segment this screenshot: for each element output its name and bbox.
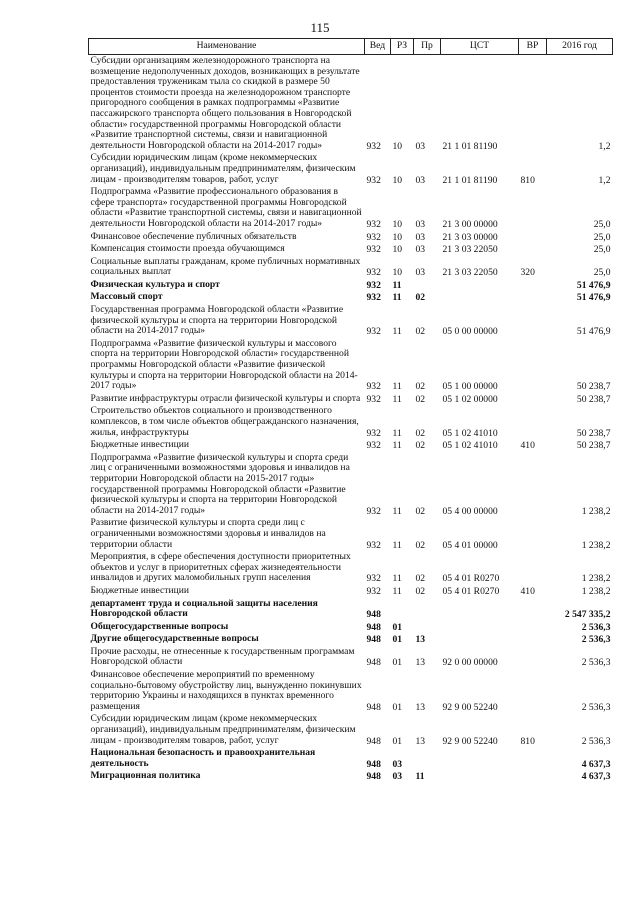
- row-amount: 51 476,9: [576, 279, 611, 291]
- row-cst: 21 3 03 22050: [442, 267, 498, 279]
- header-rz: РЗ: [391, 39, 414, 55]
- row-amount: 1,2: [598, 140, 611, 152]
- row-rz: 10: [392, 140, 403, 152]
- row-rz: [391, 598, 414, 621]
- row-cst: 05 4 00 00000: [442, 505, 498, 517]
- row-cst: 92 9 00 52240: [442, 735, 498, 747]
- row-vr: [519, 405, 547, 439]
- row-pr: 02: [415, 393, 426, 405]
- row-cst: 05 1 02 41010: [442, 440, 498, 452]
- row-name: Подпрограмма «Развитие физической культуры и массового спорта на территории Новгородской области» государственной программы Новгородской области «Развитие физической культуры и спорта на территории Новгородской области на 2014-2017 годы»: [90, 337, 358, 392]
- row-ved: 932: [366, 267, 381, 279]
- row-pr: 11: [415, 771, 425, 783]
- row-name: Подпрограмма «Развитие физической культуры и спорта среди лиц с ограниченными возможностями здоровья и инвалидов на территории Новгородской области на 2015-2017 годы» государственной программы Новгородской области «Развитие физической культуры и спорта на территории Новгородской области на 2014-2017 годы»: [90, 451, 350, 516]
- row-ved: 948: [366, 634, 381, 646]
- row-vr: [519, 304, 547, 338]
- row-ved: 932: [366, 539, 381, 551]
- row-pr: [414, 747, 441, 770]
- row-cst: [441, 747, 519, 770]
- row-name: Компенсация стоимости проезда обучающимся: [90, 243, 285, 255]
- row-vr: [519, 747, 547, 770]
- header-amount: 2016 год: [547, 39, 613, 55]
- row-cst: 05 4 01 00000: [442, 539, 498, 551]
- row-pr: 03: [415, 267, 426, 279]
- row-ved: 948: [366, 621, 381, 633]
- row-amount: 2 547 335,2: [564, 609, 611, 621]
- table-row: [89, 256, 613, 279]
- table-row: [89, 152, 613, 186]
- table-row: [89, 231, 613, 244]
- row-pr: 13: [415, 634, 426, 646]
- row-cst: 92 0 00 00000: [442, 657, 498, 669]
- row-pr: [414, 598, 441, 621]
- row-ved: 932: [366, 393, 381, 405]
- row-pr: 13: [415, 701, 426, 713]
- row-vr: [519, 55, 547, 153]
- row-rz: 01: [392, 701, 403, 713]
- row-pr: 02: [415, 539, 426, 551]
- row-vr: [519, 621, 547, 634]
- row-vr: [519, 243, 547, 256]
- row-rz: 01: [392, 657, 403, 669]
- table-header-row: [89, 39, 613, 55]
- row-amount: 50 238,7: [576, 440, 611, 452]
- row-rz: 10: [392, 174, 403, 186]
- table-row: [89, 747, 613, 770]
- row-pr: 02: [415, 326, 426, 338]
- row-cst: 05 1 02 00000: [442, 393, 498, 405]
- row-cst: 05 0 00 00000: [442, 326, 498, 338]
- row-name: Развитие физической культуры и спорта среди лиц с ограниченными возможностями здоровья и инвалидов на территории области: [90, 517, 326, 550]
- row-rz: 01: [392, 621, 403, 633]
- row-ved: 948: [366, 771, 381, 783]
- table-row: [89, 186, 613, 230]
- row-amount: 1 238,2: [581, 505, 611, 517]
- row-vr: 810: [520, 735, 535, 747]
- row-name: Финансовое обеспечение публичных обязательств: [90, 230, 297, 242]
- row-name: Мероприятия, в сфере обеспечения доступности приоритетных объектов и услуг в приоритетных сферах жизнедеятельности инвалидов и других маломобильных групп населения: [90, 551, 351, 584]
- row-pr: [414, 279, 441, 292]
- row-vr: [519, 633, 547, 646]
- row-rz: 11: [392, 326, 402, 338]
- row-name: Другие общегосударственные вопросы: [90, 633, 259, 645]
- row-ved: 932: [366, 427, 381, 439]
- row-cst: 05 4 01 R0270: [442, 585, 500, 597]
- row-vr: [519, 517, 547, 551]
- table-row: [89, 551, 613, 585]
- row-name: Строительство объектов социального и производственного комплексов, в том числе объектов общегражданского назначения, жилья, инфраструктуры: [90, 405, 359, 438]
- row-rz: 03: [392, 771, 403, 783]
- row-pr: 13: [415, 735, 426, 747]
- header-pr: Пр: [414, 39, 441, 55]
- row-name: Бюджетные инвестиции: [90, 584, 189, 596]
- row-name: Финансовое обеспечение мероприятий по временному социально-бытовому обустройству лиц, вынужденно покинувших территорию Украины и находящихся в пунктах временного размещения: [90, 669, 362, 712]
- row-cst: 05 1 02 41010: [442, 427, 498, 439]
- table-row: [89, 304, 613, 338]
- row-rz: 10: [392, 218, 403, 230]
- row-amount: 2 536,3: [581, 657, 611, 669]
- row-ved: 932: [366, 174, 381, 186]
- row-pr: 02: [415, 381, 426, 393]
- row-vr: [519, 338, 547, 393]
- table-row: [89, 405, 613, 439]
- table-row: [89, 393, 613, 406]
- row-cst: 05 4 01 R0270: [442, 573, 500, 585]
- row-amount: 2 536,3: [581, 701, 611, 713]
- row-rz: 11: [392, 427, 402, 439]
- row-ved: 932: [366, 326, 381, 338]
- row-cst: [441, 291, 519, 304]
- row-vr: [519, 393, 547, 406]
- row-cst: 21 3 00 00000: [442, 218, 498, 230]
- row-amount: 1 238,2: [581, 539, 611, 551]
- row-rz: 11: [392, 393, 402, 405]
- row-name: Субсидии юридическим лицам (кроме некоммерческих организаций), индивидуальным предпринимателям, физическим лицам - производителям товаров, работ, услуг: [90, 152, 356, 185]
- table-body: [89, 55, 613, 784]
- row-rz: 11: [392, 505, 402, 517]
- row-amount: 25,0: [593, 231, 611, 243]
- header-name: Наименование: [89, 39, 365, 55]
- row-name: Субсидии юридическим лицам (кроме некоммерческих организаций), индивидуальным предпринимателям, физическим лицам - производителям товаров, работ, услуг: [90, 713, 356, 746]
- row-amount: 50 238,7: [576, 393, 611, 405]
- row-vr: [519, 770, 547, 783]
- row-rz: 10: [392, 244, 403, 256]
- budget-table: [88, 38, 613, 783]
- table-row: [89, 621, 613, 634]
- row-rz: 11: [392, 539, 402, 551]
- row-vr: [519, 551, 547, 585]
- row-vr: [519, 291, 547, 304]
- row-ved: 948: [366, 609, 381, 621]
- row-ved: 932: [366, 585, 381, 597]
- row-ved: 932: [366, 440, 381, 452]
- row-pr: [414, 621, 441, 634]
- row-cst: 05 1 00 00000: [442, 381, 498, 393]
- row-pr: 02: [415, 292, 426, 304]
- row-name: Государственная программа Новгородской области «Развитие физической культуры и спорта на территории Новгородской области на 2014-2017 годы»: [90, 304, 344, 337]
- row-pr: 02: [415, 585, 426, 597]
- table-row: [89, 517, 613, 551]
- row-rz: 11: [392, 279, 402, 291]
- row-pr: 03: [415, 140, 426, 152]
- row-cst: 21 1 01 81190: [442, 174, 498, 186]
- row-vr: 410: [520, 440, 535, 452]
- row-amount: 50 238,7: [576, 427, 611, 439]
- table-row: [89, 585, 613, 598]
- row-cst: [441, 633, 519, 646]
- row-vr: [519, 598, 547, 621]
- row-pr: 03: [415, 244, 426, 256]
- row-amount: 25,0: [593, 244, 611, 256]
- header-vr: ВР: [519, 39, 547, 55]
- row-amount: 25,0: [593, 218, 611, 230]
- row-cst: 92 9 00 52240: [442, 701, 498, 713]
- table-row: [89, 452, 613, 518]
- row-rz: 11: [392, 381, 402, 393]
- row-ved: 932: [366, 140, 381, 152]
- row-cst: [441, 279, 519, 292]
- row-vr: [519, 279, 547, 292]
- row-vr: 810: [520, 174, 535, 186]
- table-row: [89, 338, 613, 393]
- row-ved: 932: [366, 231, 381, 243]
- row-ved: 932: [366, 292, 381, 304]
- row-ved: 932: [366, 381, 381, 393]
- row-ved: 948: [366, 735, 381, 747]
- row-amount: 2 536,3: [581, 634, 611, 646]
- row-name: Подпрограмма «Развитие профессионального образования в сфере транспорта» государственной программы Новгородской области «Развитие транспортной системы, связи и навигационной деятельности Новгородской области на 2014-2017 годы»: [90, 186, 362, 229]
- row-pr: 02: [415, 505, 426, 517]
- page-number: 115: [310, 20, 330, 35]
- row-pr: 03: [415, 231, 426, 243]
- table-row: [89, 243, 613, 256]
- row-name: Миграционная политика: [90, 770, 201, 782]
- row-pr: 02: [415, 427, 426, 439]
- row-rz: 11: [392, 440, 402, 452]
- header-cst: ЦСТ: [441, 39, 519, 55]
- table-row: [89, 55, 613, 153]
- table-row: [89, 646, 613, 669]
- row-amount: 51 476,9: [576, 292, 611, 304]
- row-pr: 03: [415, 218, 426, 230]
- row-amount: 4 637,3: [581, 758, 611, 770]
- row-amount: 1 238,2: [581, 585, 611, 597]
- row-pr: 02: [415, 573, 426, 585]
- row-ved: 932: [366, 279, 381, 291]
- table-row: [89, 713, 613, 747]
- row-cst: [441, 621, 519, 634]
- row-pr: 02: [415, 440, 426, 452]
- row-rz: 10: [392, 231, 403, 243]
- row-amount: 2 536,3: [581, 735, 611, 747]
- row-amount: 1,2: [598, 174, 611, 186]
- row-vr: 410: [520, 585, 535, 597]
- row-name: Развитие инфраструктуры отрасли физической культуры и спорта: [90, 392, 361, 404]
- row-rz: 11: [392, 292, 402, 304]
- row-rz: 11: [392, 585, 402, 597]
- row-ved: 932: [366, 244, 381, 256]
- row-name: Национальная безопасность и правоохранительная деятельность: [90, 747, 316, 769]
- row-pr: 03: [415, 174, 426, 186]
- row-ved: 948: [366, 657, 381, 669]
- row-cst: [441, 770, 519, 783]
- row-ved: 932: [366, 505, 381, 517]
- row-rz: 11: [392, 573, 402, 585]
- table-row: [89, 598, 613, 621]
- table-row: [89, 279, 613, 292]
- table-row: [89, 770, 613, 783]
- row-rz: 01: [392, 634, 403, 646]
- table-row: [89, 669, 613, 713]
- row-rz: 10: [392, 267, 403, 279]
- row-cst: [441, 598, 519, 621]
- row-name: Массовый спорт: [90, 291, 163, 303]
- header-ved: Вед: [365, 39, 391, 55]
- table-row: [89, 291, 613, 304]
- row-amount: 25,0: [593, 267, 611, 279]
- row-ved: 932: [366, 218, 381, 230]
- row-vr: [519, 646, 547, 669]
- row-name: Общегосударственные вопросы: [90, 620, 229, 632]
- table-row: [89, 439, 613, 452]
- row-name: Социальные выплаты гражданам, кроме публичных нормативных социальных выплат: [90, 255, 361, 278]
- row-name: Физическая культура и спорт: [90, 278, 220, 290]
- row-amount: 1 238,2: [581, 573, 611, 585]
- row-ved: 948: [366, 701, 381, 713]
- row-vr: [519, 231, 547, 244]
- row-amount: 2 536,3: [581, 621, 611, 633]
- row-ved: 932: [366, 573, 381, 585]
- row-name: Прочие расходы, не отнесенные к государственным программам Новгородской области: [90, 645, 355, 668]
- row-vr: [519, 186, 547, 230]
- row-vr: [519, 452, 547, 518]
- row-cst: 21 3 03 00000: [442, 231, 498, 243]
- row-name: департамент труда и социальной защиты населения Новгородской области: [90, 597, 318, 620]
- row-vr: 320: [520, 267, 535, 279]
- table-row: [89, 633, 613, 646]
- row-cst: 21 3 03 22050: [442, 244, 498, 256]
- row-amount: 51 476,9: [576, 326, 611, 338]
- row-pr: 13: [415, 657, 426, 669]
- row-rz: 01: [392, 735, 403, 747]
- row-name: Субсидии организациям железнодорожного транспорта на возмещение недополученных доходов, возникающих в результате предоставления труженикам тыла со скидкой в размере 50 процентов стоимости проезда на железнодорожном транспорте пригородного сообщения в рамках подпрограммы «Развитие пассажирского транспорта общего пользования в Новгородской области» государственной программы Новгородской области «Развитие транспортной системы, связи и навигационной деятельности Новгородской области на 2014-2017 годы»: [90, 55, 360, 151]
- row-cst: 21 1 01 81190: [442, 140, 498, 152]
- row-amount: 4 637,3: [581, 771, 611, 783]
- row-name: Бюджетные инвестиции: [90, 439, 189, 451]
- row-rz: 03: [392, 758, 403, 770]
- row-ved: 948: [366, 758, 381, 770]
- row-vr: [519, 669, 547, 713]
- row-amount: 50 238,7: [576, 381, 611, 393]
